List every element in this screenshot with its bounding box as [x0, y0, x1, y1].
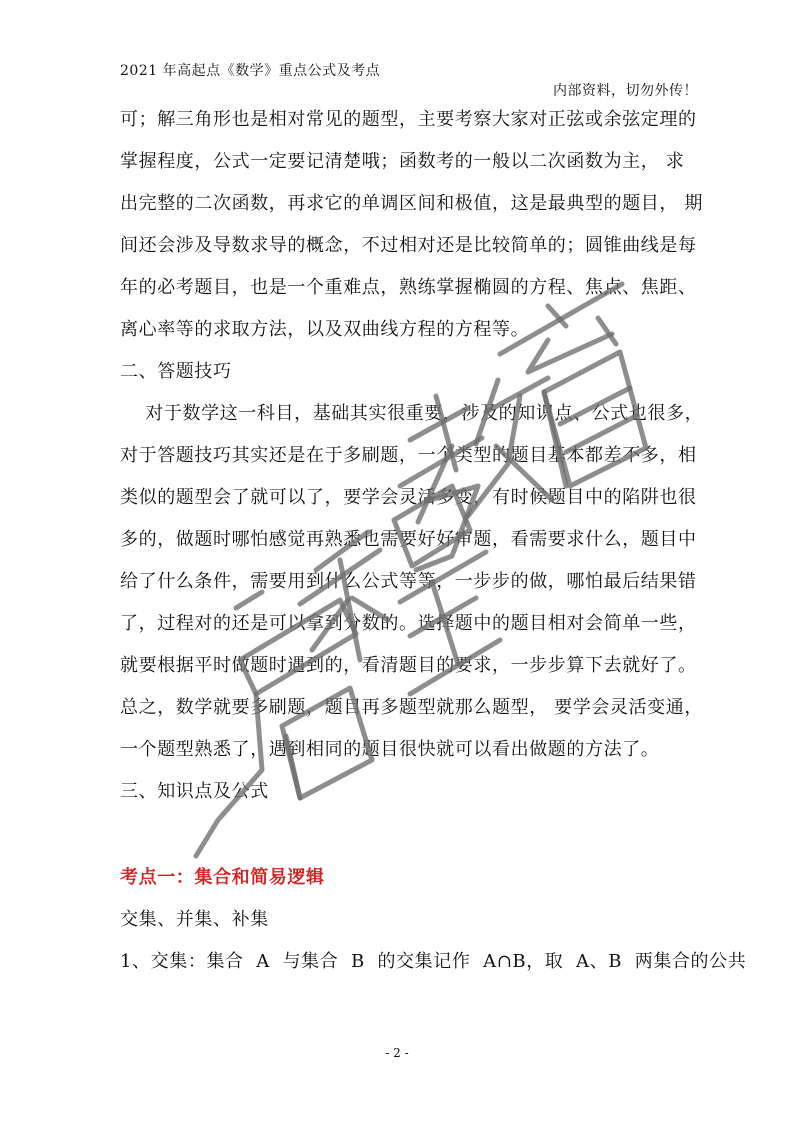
paragraph-line: 多的，做题时哪怕感觉再熟悉也需要好好审题，看需要求什么，题目中: [120, 529, 697, 550]
section-heading-knowledge: 三、知识点及公式: [120, 781, 269, 802]
document-header-title: 2021 年高起点《数学》重点公式及考点: [120, 63, 381, 79]
paragraph-line: 间还会涉及导数求导的概念，不过相对还是比较简单的；圆锥曲线是每: [120, 235, 697, 256]
paragraph-line: 就要根据平时做题时遇到的，看清题目的要求，一步步算下去就好了。: [120, 655, 697, 676]
document-header-notice: 内部资料，切勿外传！: [553, 83, 698, 99]
paragraph-line: 了，过程对的还是可以拿到分数的。选择题中的题目相对会简单一些，: [120, 613, 697, 634]
paragraph-line: 对于数学这一科目，基础其实很重要，涉及的知识点、公式也很多，: [120, 403, 704, 424]
paragraph-line: 给了什么条件，需要用到什么公式等等，一步步的做，哪怕最后结果错: [120, 571, 697, 592]
page-number: - 2 -: [385, 1046, 409, 1060]
paragraph-line: 年的必考题目，也是一个重难点，熟练掌握椭圆的方程、焦点、焦距、: [120, 277, 697, 298]
paragraph-line: 总之，数学就要多刷题，题目再多题型就那么题型， 要学会灵活变通，: [120, 697, 703, 718]
paragraph-line: 对于答题技巧其实还是在于多刷题，一个类型的题目基本都差不多，相: [120, 445, 697, 466]
exam-point-heading: 考点一：集合和简易逻辑: [120, 867, 325, 888]
paragraph-line: 1、交集：集合 A 与集合 B 的交集记作 A∩B，取 A、B 两集合的公共: [120, 951, 747, 972]
paragraph-line: 可；解三角形也是相对常见的题型，主要考察大家对正弦或余弦定理的: [120, 109, 697, 130]
paragraph-line: 出完整的二次函数，再求它的单调区间和极值，这是最典型的题目， 期: [120, 193, 703, 214]
section-heading-answer-tips: 二、答题技巧: [120, 361, 232, 382]
subheading-set-operations: 交集、并集、补集: [120, 909, 269, 930]
paragraph-line: 掌握程度，公式一定要记清楚哦；函数考的一般以二次函数为主， 求: [120, 151, 685, 172]
paragraph-line: 一个题型熟悉了，遇到相同的题目很快就可以看出做题的方法了。: [120, 739, 660, 760]
paragraph-line: 类似的题型会了就可以了，要学会灵活多变，有时候题目中的陷阱也很: [120, 487, 697, 508]
paragraph-line: 离心率等的求取方法，以及双曲线方程的方程等。: [120, 319, 530, 340]
